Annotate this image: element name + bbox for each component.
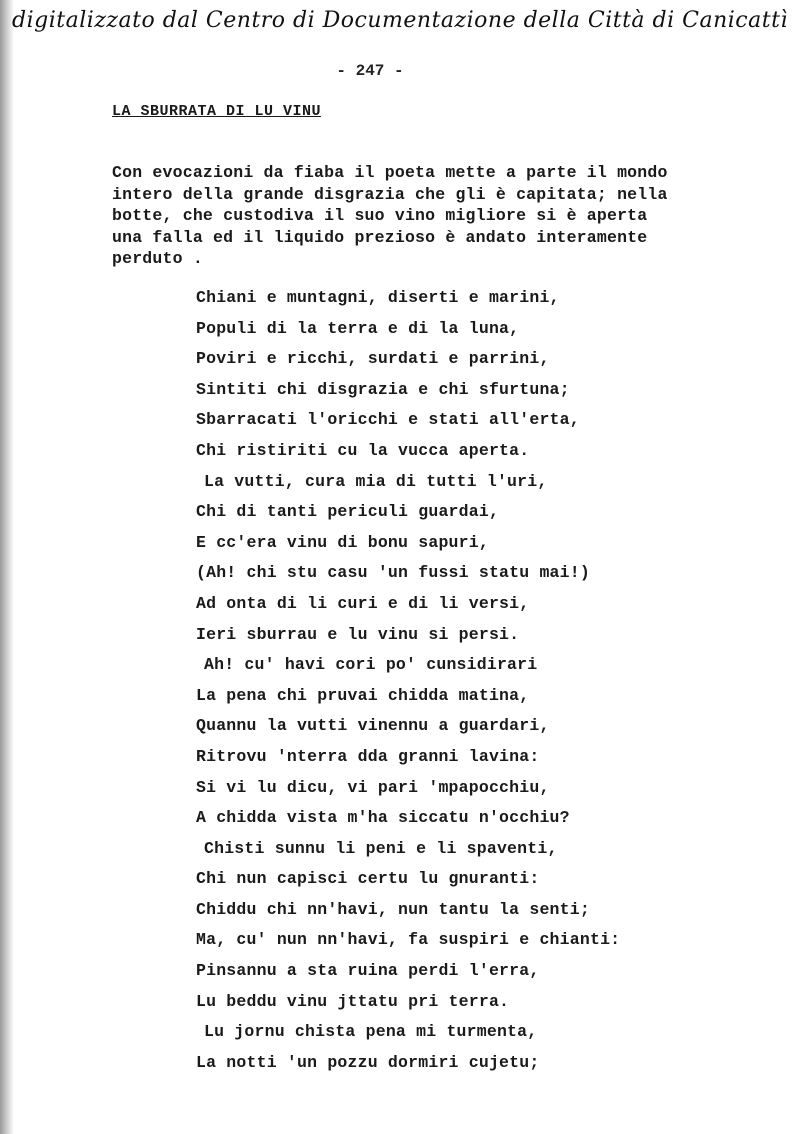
poem-body — [196, 286, 716, 1081]
verse: Chiani e muntagni, diserti e marini, — [196, 288, 560, 307]
verse: Chisti sunnu li peni e li spaventi, — [204, 838, 558, 858]
verse: Chi ristiriti cu la vucca aperta. — [196, 440, 530, 460]
verse: Ieri sburrau e lu vinu si persi. — [196, 624, 520, 644]
verse: Chi di tanti periculi guardai, — [196, 502, 500, 522]
intro-line: perduto . — [112, 249, 203, 268]
verse: Sbarracati l'oricchi e stati all'erta, — [196, 410, 580, 430]
verse: La pena chi pruvai chidda matina, — [196, 685, 530, 705]
intro-line: botte, che custodiva il suo vino migliore si è aperta — [112, 206, 648, 225]
verse: Si vi lu dicu, vi pari 'mpapocchiu, — [196, 777, 550, 797]
verse: Quannu la vutti vinennu a guardari, — [196, 716, 550, 736]
verse: (Ah! chi stu casu 'un fussi statu mai!) — [196, 563, 590, 583]
page-number: - 247 - — [336, 62, 404, 80]
verse: Chi nun capisci certu lu gnuranti: — [196, 869, 540, 889]
scan-edge-shadow — [0, 0, 14, 1134]
verse: A chidda vista m'ha siccatu n'occhiu? — [196, 808, 570, 828]
verse: Ma, cu' nun nn'havi, fa suspiri e chianti: — [196, 930, 621, 950]
verse: La vutti, cura mia di tutti l'uri, — [204, 471, 548, 491]
intro-line: intero della grande disgrazia che gli è capitata; nella — [112, 184, 668, 204]
verse: Pinsannu a sta ruina perdi l'erra, — [196, 961, 540, 981]
verse: Ad onta di li curi e di li versi, — [196, 593, 530, 613]
poem-title: LA SBURRATA DI LU VINU — [112, 103, 322, 120]
verse: Lu jornu chista pena mi turmenta, — [204, 1022, 538, 1042]
verse: Poviri e ricchi, surdati e parrini, — [196, 349, 550, 369]
verse: Ritrovu 'nterra dda granni lavina: — [196, 746, 540, 766]
intro-paragraph — [112, 162, 712, 270]
digitization-watermark: digitalizzato dal Centro di Documentazione della Città di Canicattì — [12, 8, 788, 33]
verse: Sintiti chi disgrazia e chi sfurtuna; — [196, 379, 570, 399]
verse: La notti 'un pozzu dormiri cujetu; — [196, 1052, 540, 1072]
intro-line: Con evocazioni da fiaba il poeta mette a parte il mondo — [112, 163, 668, 182]
verse: Populi di la terra e di la luna, — [196, 318, 520, 338]
verse: Chiddu chi nn'havi, nun tantu la senti; — [196, 899, 590, 919]
verse: E cc'era vinu di bonu sapuri, — [196, 532, 489, 552]
verse: Ah! cu' havi cori po' cunsidirari — [204, 655, 538, 675]
intro-line: una falla ed il liquido prezioso è andato interamente — [112, 227, 648, 247]
verse: Lu beddu vinu jttatu pri terra. — [196, 991, 510, 1011]
